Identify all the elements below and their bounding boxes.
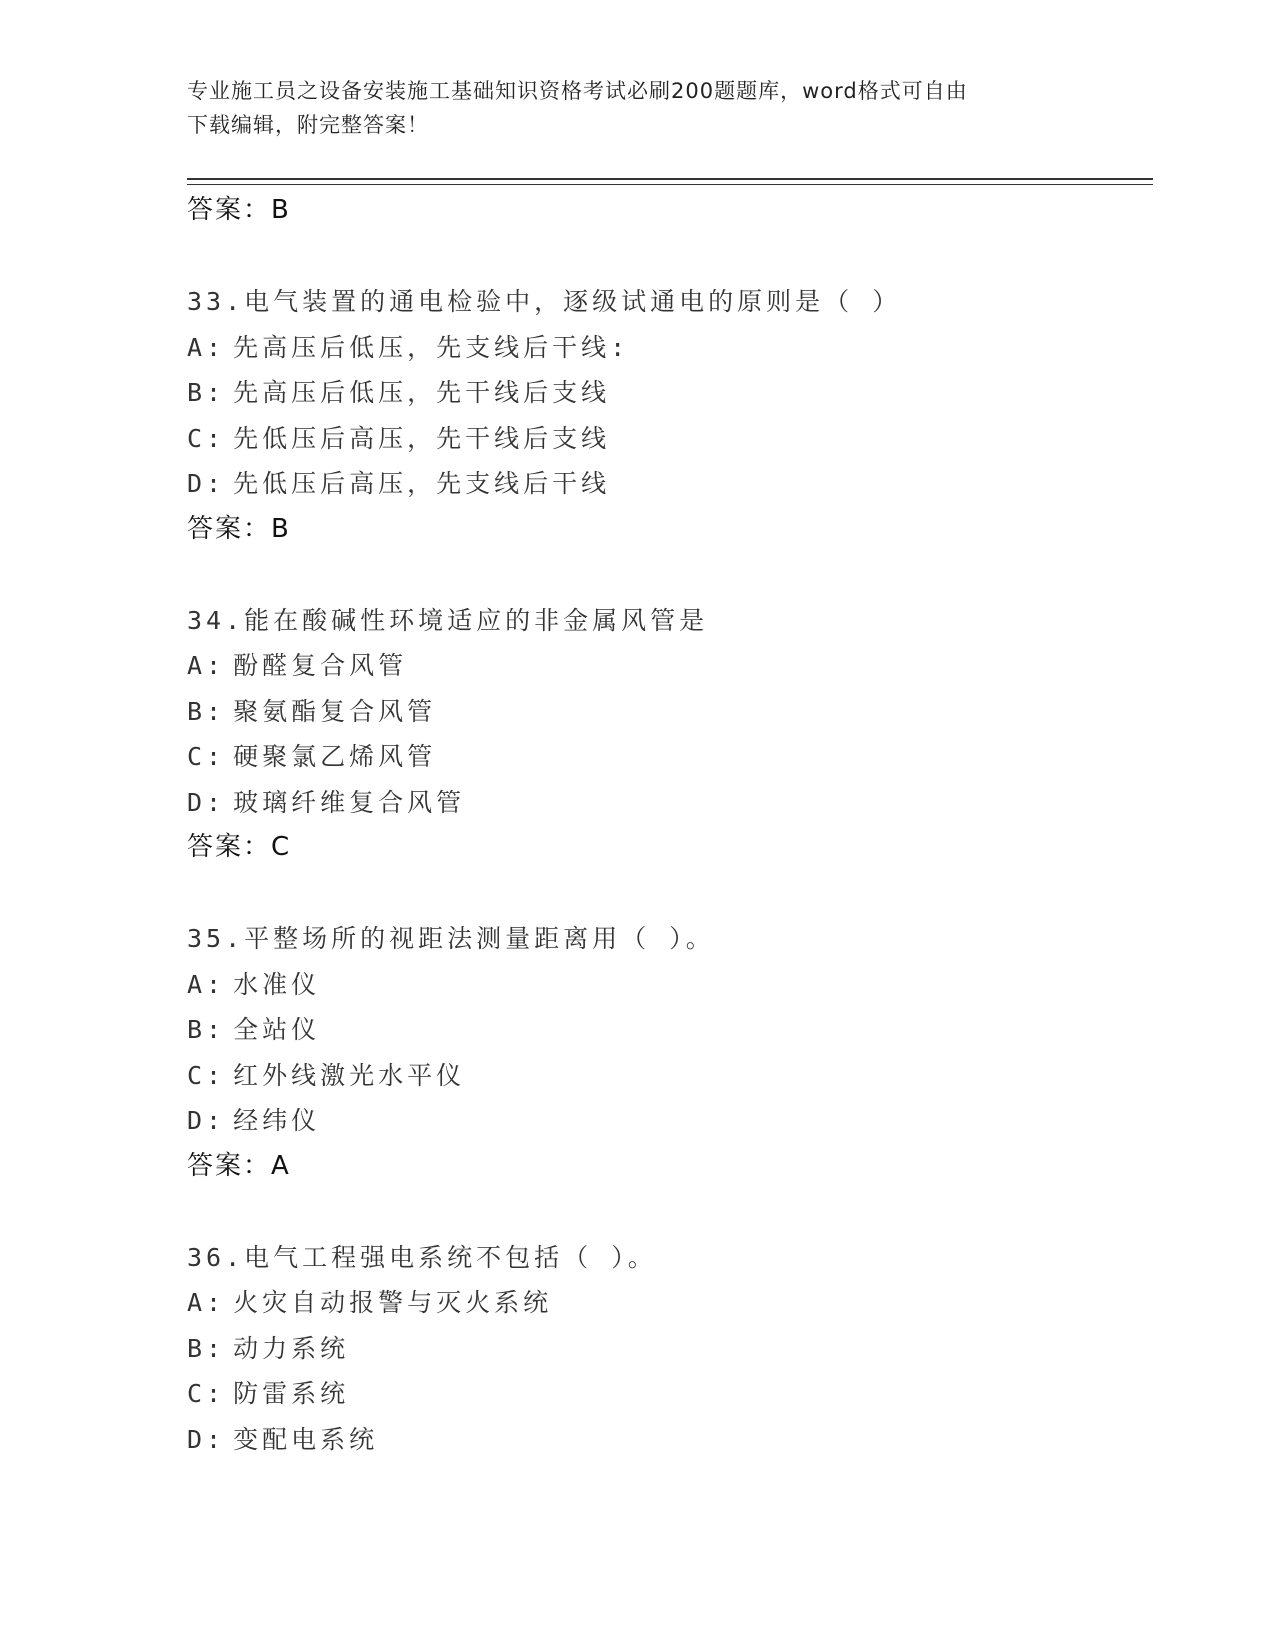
option-label: A: [187, 651, 226, 680]
question-number: 34. [187, 605, 245, 635]
question-text: 平整场所的视距法测量距离用（ ）。 [244, 924, 715, 953]
question-stem [187, 279, 1153, 325]
answer-label: 答案： [187, 1150, 272, 1181]
option-label: D: [187, 469, 226, 498]
question-number: 33. [187, 287, 245, 316]
option-label: C: [187, 742, 226, 771]
option-text: 防雷系统 [233, 1379, 350, 1408]
option-text: 先低压后高压，先干线后支线 [233, 423, 611, 453]
option-label: C: [187, 1379, 226, 1408]
answer-value: B [271, 195, 291, 225]
option-text: 水准仪 [233, 969, 321, 999]
option-c [187, 416, 1153, 462]
answer-line [187, 825, 1153, 871]
option-label: A: [187, 1288, 226, 1317]
option-label: D: [187, 787, 226, 817]
option-text: 动力系统 [233, 1333, 350, 1363]
option-text: 先高压后低压，先支线后干线: [233, 332, 630, 362]
option-c [187, 1371, 1153, 1417]
option-label: B: [187, 696, 226, 726]
option-text: 经纬仪 [233, 1106, 321, 1135]
option-label: A: [187, 969, 226, 999]
option-d [187, 461, 1153, 507]
spacer [187, 1189, 1153, 1235]
answer-label: 答案： [187, 195, 272, 225]
option-a [187, 962, 1153, 1008]
question-list [187, 188, 1153, 1462]
answer-line [187, 188, 1153, 234]
question-stem [187, 1235, 1153, 1281]
option-text: 先高压后低压，先干线后支线 [233, 378, 611, 407]
question-stem [187, 916, 1153, 962]
document-header [187, 74, 1067, 142]
question-text: 电气工程强电系统不包括（ ）。 [244, 1242, 657, 1272]
question-stem [187, 598, 1153, 644]
answer-value: A [271, 1150, 291, 1181]
question-text: 电气装置的通电检验中，逐级试通电的原则是（ ） [244, 287, 902, 316]
option-b [187, 370, 1153, 416]
spacer [187, 234, 1153, 280]
option-text: 红外线激光水平仪 [233, 1060, 466, 1090]
option-a [187, 325, 1153, 371]
option-text: 酚醛复合风管 [233, 651, 408, 680]
option-text: 变配电系统 [233, 1424, 379, 1454]
option-b [187, 1007, 1153, 1053]
answer-line [187, 1144, 1153, 1190]
option-c [187, 1053, 1153, 1099]
answer-value: B [271, 513, 291, 544]
option-text: 全站仪 [233, 1015, 321, 1044]
option-text: 玻璃纤维复合风管 [233, 787, 466, 817]
header-rule-thick [187, 178, 1153, 180]
option-text: 火灾自动报警与灭火系统 [233, 1288, 553, 1317]
option-label: C: [187, 1060, 226, 1090]
spacer [187, 552, 1153, 598]
question-text: 能在酸碱性环境适应的非金属风管是 [244, 605, 709, 635]
question-number: 35. [187, 924, 245, 953]
option-d [187, 1417, 1153, 1463]
option-a [187, 643, 1153, 689]
header-line-2: 下载编辑，附完整答案！ [187, 113, 429, 137]
option-label: D: [187, 1424, 226, 1454]
option-text: 先低压后高压，先支线后干线 [233, 469, 611, 498]
option-b [187, 689, 1153, 735]
spacer [187, 871, 1153, 917]
option-label: D: [187, 1106, 226, 1135]
option-c [187, 734, 1153, 780]
option-text: 聚氨酯复合风管 [233, 696, 437, 726]
option-b [187, 1326, 1153, 1372]
option-label: B: [187, 378, 226, 407]
answer-label: 答案： [187, 832, 272, 862]
option-d [187, 780, 1153, 826]
option-label: A: [187, 332, 226, 362]
option-label: C: [187, 423, 226, 453]
option-label: B: [187, 1333, 226, 1363]
header-rule-thin [187, 184, 1153, 185]
answer-value: C [271, 832, 292, 862]
answer-label: 答案： [187, 513, 272, 544]
option-label: B: [187, 1015, 226, 1044]
option-text: 硬聚氯乙烯风管 [233, 742, 437, 771]
header-line-1: 专业施工员之设备安装施工基础知识资格考试必刷200题题库，word格式可自由 [187, 79, 968, 103]
option-d [187, 1098, 1153, 1144]
question-number: 36. [187, 1242, 245, 1272]
answer-line [187, 507, 1153, 553]
option-a [187, 1280, 1153, 1326]
